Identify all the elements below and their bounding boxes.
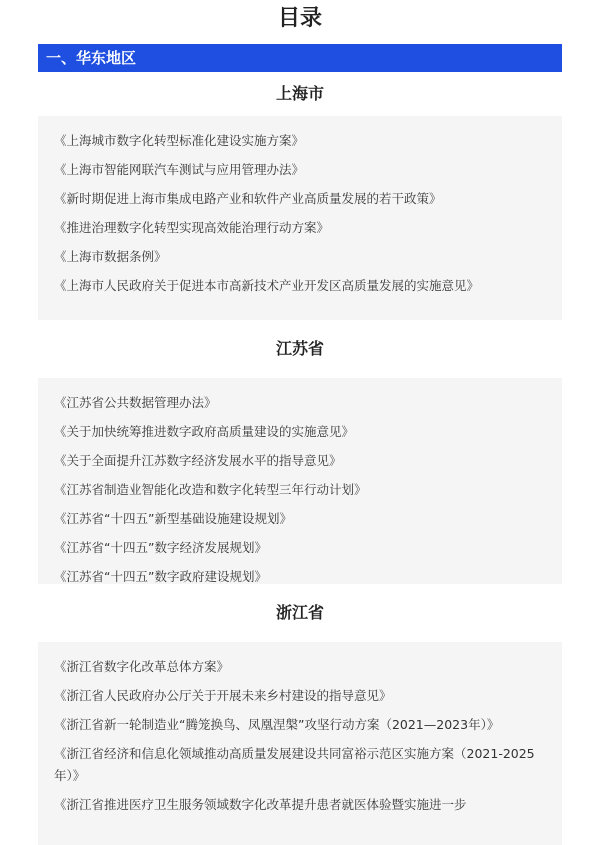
region-list-zhejiang bbox=[38, 642, 562, 845]
list-item: 《江苏省“十四五”数字政府建设规划》 bbox=[54, 569, 267, 584]
list-item: 《浙江省推进医疗卫生服务领域数字化改革提升患者就医体验暨实施进一步 bbox=[54, 797, 467, 812]
region-title-zhejiang: 浙江省 bbox=[275, 603, 324, 622]
list-item: 《江苏省“十四五”数字经济发展规划》 bbox=[54, 540, 267, 555]
list-item: 《浙江省经济和信息化领域推动高质量发展建设共同富裕示范区实施方案（2021-2025年）》 bbox=[54, 746, 535, 783]
list-item: 《关于全面提升江苏数字经济发展水平的指导意见》 bbox=[54, 453, 342, 468]
list-item: 《关于加快统筹推进数字政府高质量建设的实施意见》 bbox=[54, 424, 355, 439]
list-item: 《浙江省新一轮制造业“腾笼换鸟、凤凰涅槃”攻坚行动方案（2021—2023年）》 bbox=[54, 717, 500, 732]
section-header-east-china: 一、华东地区 bbox=[38, 44, 562, 72]
page-title: 目录 bbox=[277, 6, 322, 31]
list-item: 《上海城市数字化转型标准化建设实施方案》 bbox=[54, 133, 305, 148]
list-item: 《浙江省人民政府办公厅关于开展未来乡村建设的指导意见》 bbox=[54, 688, 392, 703]
list-item: 《推进治理数字化转型实现高效能治理行动方案》 bbox=[54, 220, 330, 235]
list-item: 《上海市数据条例》 bbox=[54, 249, 167, 264]
region-list-jiangsu bbox=[38, 378, 562, 584]
region-title-shanghai: 上海市 bbox=[275, 84, 324, 103]
list-item: 《江苏省制造业智能化改造和数字化转型三年行动计划》 bbox=[54, 482, 367, 497]
list-item: 《浙江省数字化改革总体方案》 bbox=[54, 659, 230, 674]
list-item: 《上海市智能网联汽车测试与应用管理办法》 bbox=[54, 162, 305, 177]
list-item: 《江苏省公共数据管理办法》 bbox=[54, 395, 217, 410]
list-item: 《江苏省“十四五”新型基础设施建设规划》 bbox=[54, 511, 292, 526]
region-title-jiangsu: 江苏省 bbox=[275, 339, 324, 358]
list-item: 《上海市人民政府关于促进本市高新技术产业开发区高质量发展的实施意见》 bbox=[54, 278, 480, 293]
region-list-shanghai bbox=[38, 116, 562, 320]
list-item: 《新时期促进上海市集成电路产业和软件产业高质量发展的若干政策》 bbox=[54, 191, 442, 206]
